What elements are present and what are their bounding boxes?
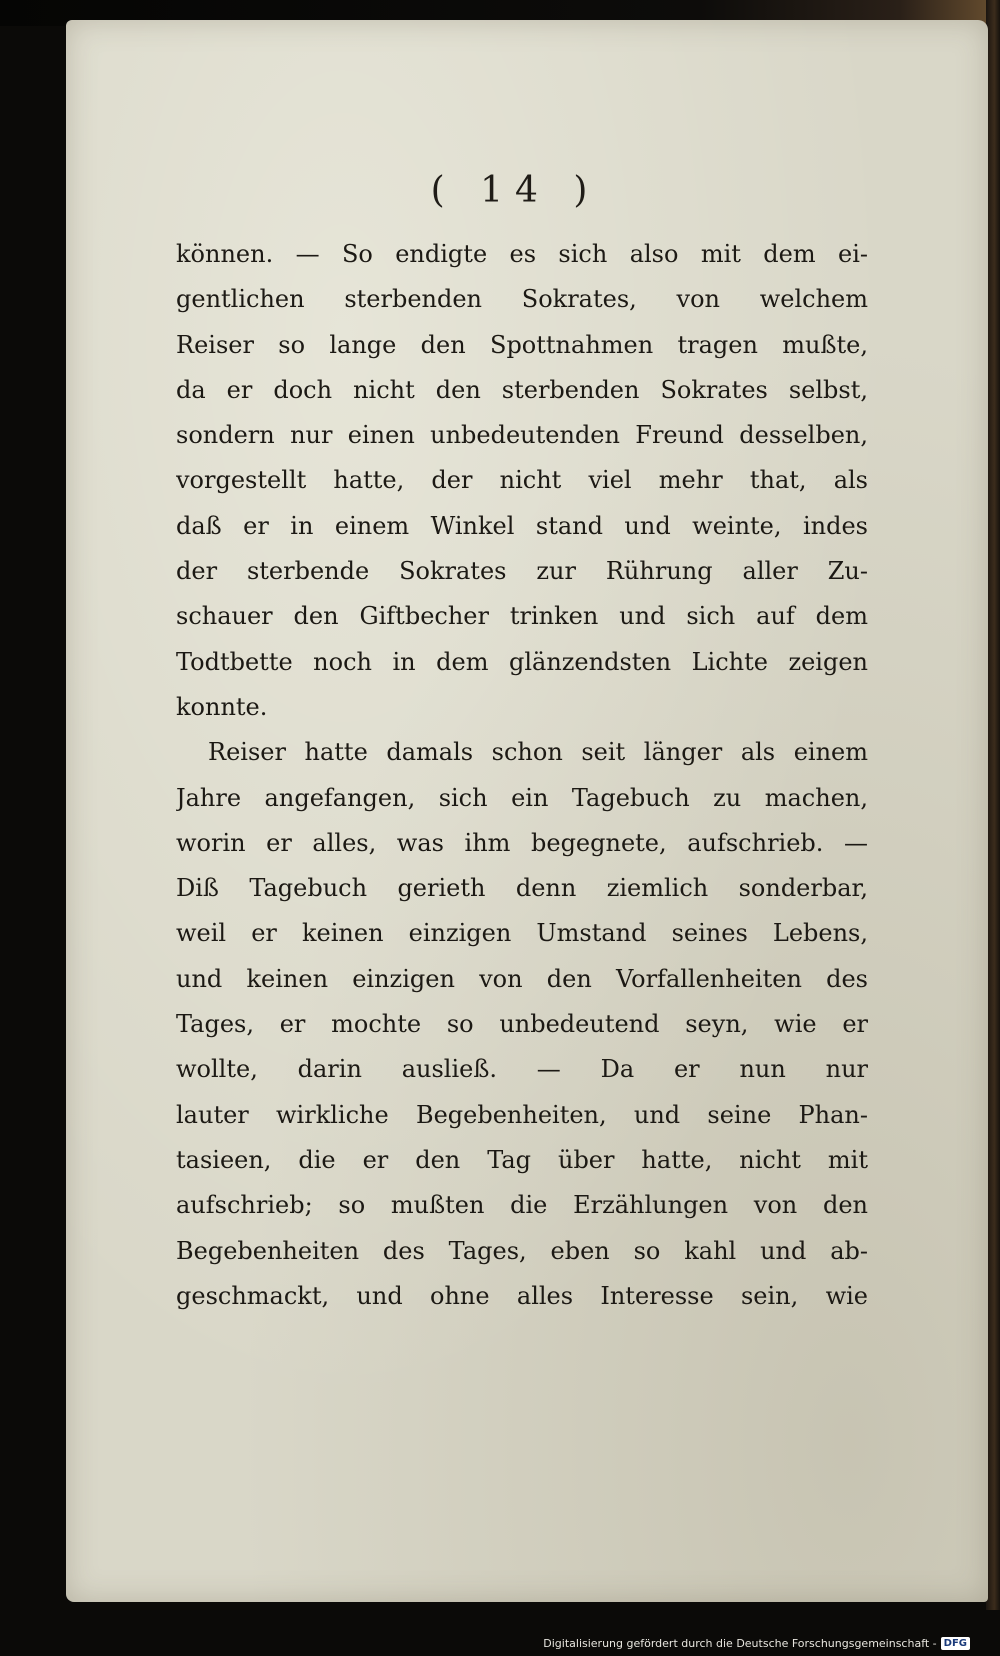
text-line: der sterbende Sokrates zur Rührung aller Zu-: [176, 557, 868, 586]
text-line: Jahre angefangen, sich ein Tagebuch zu machen,: [176, 783, 868, 812]
text-line: schauer den Giftbecher trinken und sich auf dem: [176, 602, 868, 631]
text-line: vorgestellt hatte, der nicht viel mehr that, als: [176, 466, 868, 495]
book-spine-edge: [986, 0, 1000, 1610]
page-number: ( 14 ): [430, 170, 600, 211]
text-line: aufschrieb; so mußten die Erzählungen von den: [176, 1191, 868, 1220]
text-line: Todtbette noch in dem glänzendsten Lichte zeigen: [176, 647, 868, 676]
text-line: da er doch nicht den sterbenden Sokrates selbst,: [176, 375, 868, 404]
text-line: Diß Tagebuch gerieth denn ziemlich sonderbar,: [176, 874, 868, 903]
text-line: wollte, darin ausließ. — Da er nun nur: [176, 1055, 868, 1084]
text-line: konnte.: [176, 692, 268, 721]
text-line: daß er in einem Winkel stand und weinte, indes: [176, 511, 868, 540]
text-line: Tages, er mochte so unbedeutend seyn, wie er: [176, 1010, 868, 1039]
text-line: lauter wirkliche Begebenheiten, und seine Phan-: [176, 1100, 868, 1129]
paragraph-1: [176, 232, 868, 730]
paragraph-2: [176, 730, 868, 1319]
text-line: Begebenheiten des Tages, eben so kahl und ab-: [176, 1236, 868, 1265]
text-line: geschmackt, und ohne alles Interesse sein, wie: [176, 1281, 868, 1310]
text-line: worin er alles, was ihm begegnete, aufschrieb. —: [176, 828, 868, 857]
text-line: sondern nur einen unbedeutenden Freund desselben,: [176, 421, 868, 450]
digitization-credit: [543, 1637, 970, 1650]
body-text: [176, 232, 868, 1319]
text-line: tasieen, die er den Tag über hatte, nicht mit: [176, 1145, 868, 1174]
text-line: gentlichen sterbenden Sokrates, von welchem: [176, 285, 868, 314]
text-line: und keinen einzigen von den Vorfallenheiten des: [176, 964, 868, 993]
text-line: weil er keinen einzigen Umstand seines Lebens,: [176, 919, 868, 948]
credit-text: Digitalisierung gefördert durch die Deutsche Forschungsgemeinschaft -: [543, 1637, 937, 1650]
text-line: Reiser hatte damals schon seit länger als einem: [208, 738, 868, 767]
text-line: können. — So endigte es sich also mit dem ei-: [176, 240, 868, 268]
dfg-logo: DFG: [941, 1637, 970, 1650]
text-line: Reiser so lange den Spottnahmen tragen mußte,: [176, 330, 868, 359]
